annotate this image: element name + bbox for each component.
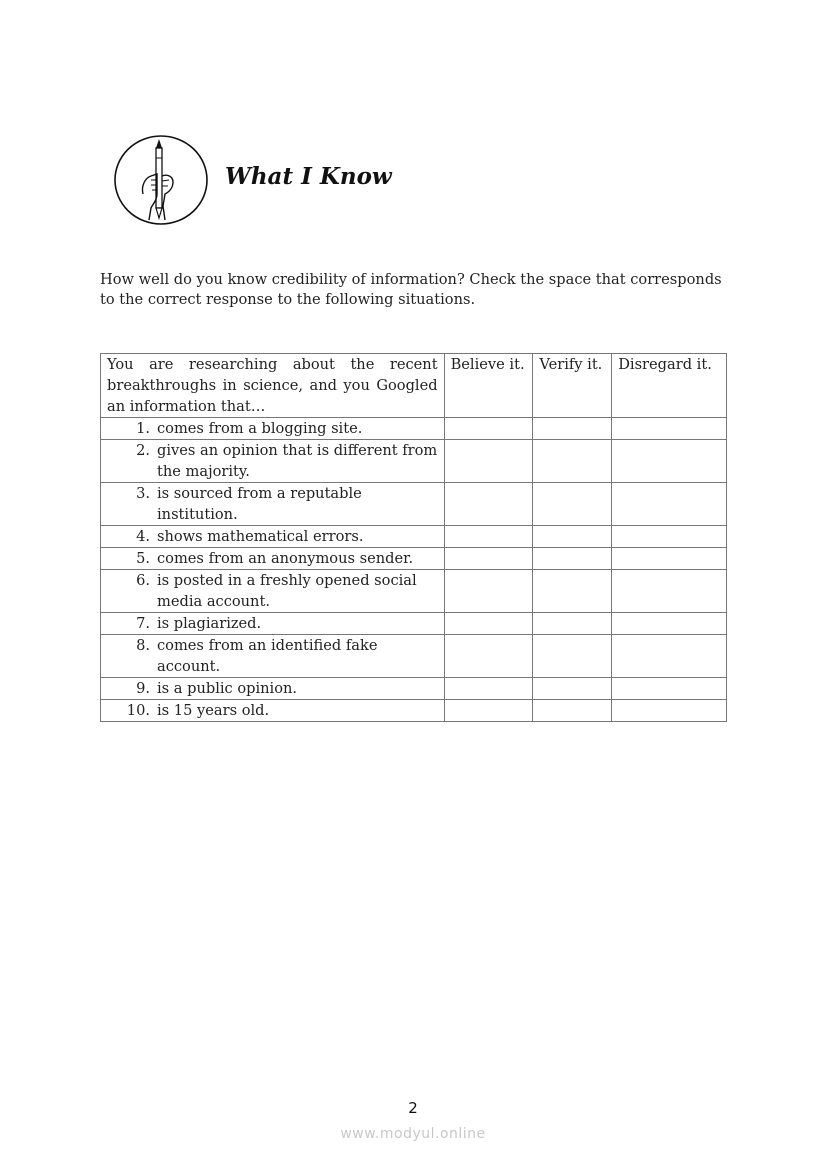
table-row [101,613,727,635]
verify-check-cell[interactable] [533,526,612,548]
item-text: shows mathematical errors. [157,528,364,545]
table-row [101,440,727,483]
disregard-check-cell[interactable] [612,678,727,700]
believe-check-cell[interactable] [444,678,533,700]
disregard-check-cell[interactable] [612,418,727,440]
situation-header: You are researching about the recent breakthroughs in science, and you Googled an information that… [101,354,445,418]
situation-cell [101,483,445,526]
table-row [101,678,727,700]
item-number: 3. [136,485,150,502]
table-row [101,635,727,678]
disregard-check-cell[interactable] [612,548,727,570]
item-number: 9. [136,680,150,697]
item-number: 1. [136,420,150,437]
item-text: is 15 years old. [157,702,270,719]
believe-check-cell[interactable] [444,418,533,440]
table-row [101,548,727,570]
item-text: comes from an identified fake account. [157,637,378,675]
section-title: What I Know [225,163,392,190]
item-text: comes from an anonymous sender. [157,550,414,567]
table-header-row [101,354,727,418]
believe-check-cell[interactable] [444,440,533,483]
believe-check-cell[interactable] [444,635,533,678]
believe-check-cell[interactable] [444,613,533,635]
disregard-check-cell[interactable] [612,700,727,722]
situation-cell [101,635,445,678]
believe-check-cell[interactable] [444,570,533,613]
verify-check-cell[interactable] [533,613,612,635]
item-text: is plagiarized. [157,615,262,632]
situations-table [100,353,727,722]
verify-check-cell[interactable] [533,570,612,613]
item-text: is a public opinion. [157,680,298,697]
item-number: 5. [136,550,150,567]
verify-check-cell[interactable] [533,483,612,526]
item-number: 10. [126,702,150,719]
item-text: comes from a blogging site. [157,420,363,437]
verify-check-cell[interactable] [533,440,612,483]
believe-check-cell[interactable] [444,548,533,570]
table-row [101,700,727,722]
verify-check-cell[interactable] [533,548,612,570]
table-row [101,570,727,613]
table-row [101,418,727,440]
disregard-check-cell[interactable] [612,613,727,635]
item-number: 4. [136,528,150,545]
item-text: gives an opinion that is different from the majority. [157,442,438,480]
page-number: 2 [408,1099,418,1117]
situation-cell [101,418,445,440]
disregard-check-cell[interactable] [612,570,727,613]
believe-check-cell[interactable] [444,483,533,526]
believe-check-cell[interactable] [444,526,533,548]
situation-cell [101,613,445,635]
disregard-check-cell[interactable] [612,526,727,548]
verify-check-cell[interactable] [533,700,612,722]
situation-cell [101,548,445,570]
pencil-hand-icon [113,134,209,226]
item-text: is sourced from a reputable institution. [157,485,362,523]
situation-cell [101,570,445,613]
disregard-header: Disregard it. [612,354,727,418]
verify-check-cell[interactable] [533,635,612,678]
item-number: 6. [136,572,150,589]
watermark: www.modyul.online [340,1126,486,1142]
verify-header: Verify it. [533,354,612,418]
situation-cell [101,440,445,483]
believe-check-cell[interactable] [444,700,533,722]
table-row [101,526,727,548]
situation-cell [101,526,445,548]
disregard-check-cell[interactable] [612,440,727,483]
item-text: is posted in a freshly opened social media account. [157,572,417,610]
verify-check-cell[interactable] [533,418,612,440]
verify-check-cell[interactable] [533,678,612,700]
disregard-check-cell[interactable] [612,635,727,678]
situation-cell [101,678,445,700]
instructions: How well do you know credibility of information? Check the space that corresponds to the correct response to the following situations. [100,271,722,308]
item-number: 8. [136,637,150,654]
believe-header: Believe it. [444,354,533,418]
disregard-check-cell[interactable] [612,483,727,526]
item-number: 2. [136,442,150,459]
situation-cell [101,700,445,722]
table-row [101,483,727,526]
item-number: 7. [136,615,150,632]
